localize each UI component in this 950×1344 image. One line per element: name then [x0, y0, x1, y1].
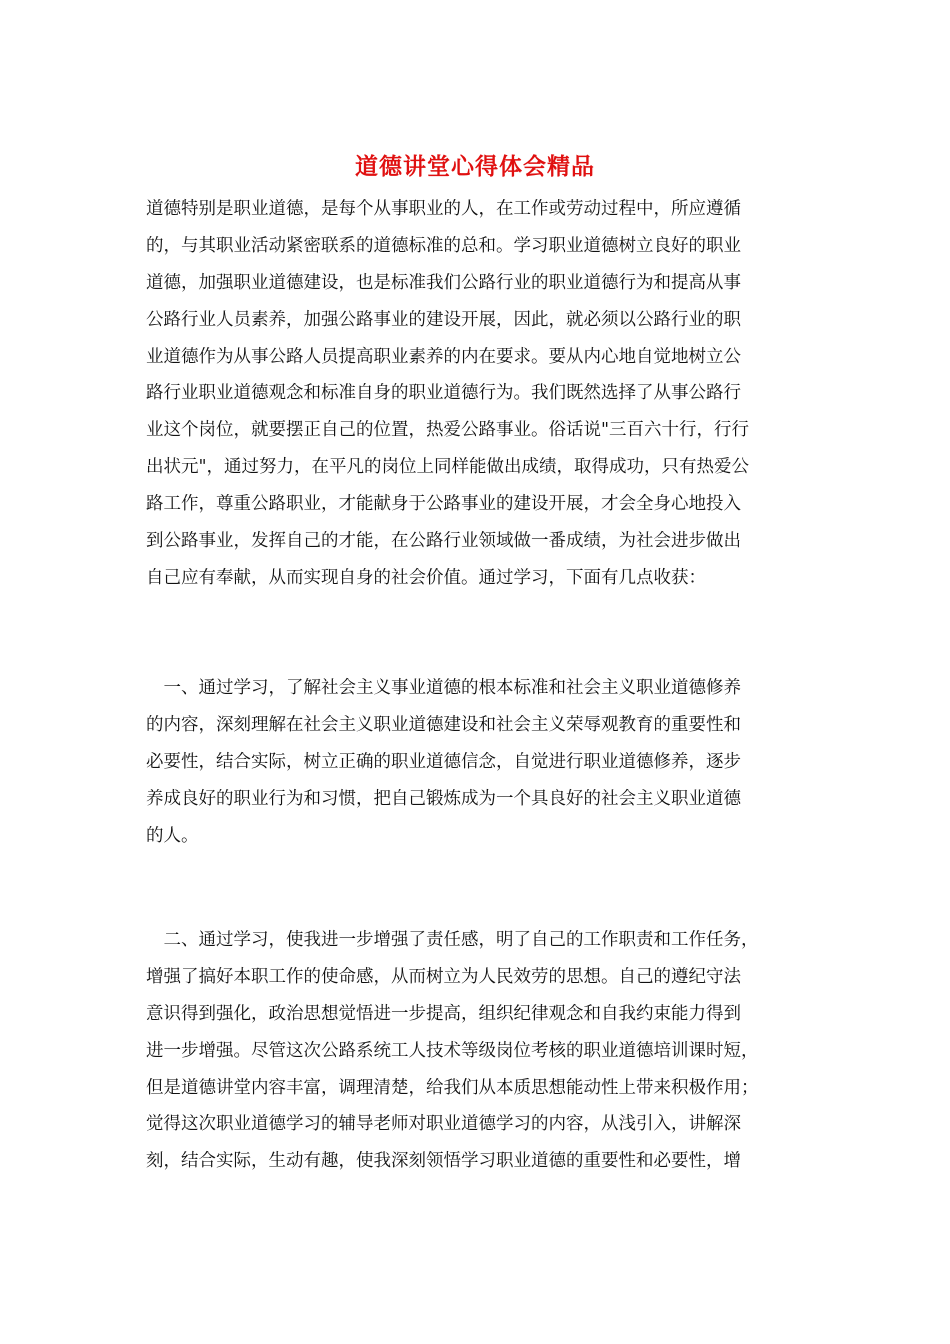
text-line: 业道德作为从事公路人员提高职业素养的内在要求。要从内心地自觉地树立公 — [146, 346, 741, 367]
document-title: 道德讲堂心得体会精品 — [355, 153, 595, 180]
text-line: 业这个岗位，就要摆正自己的位置，热爱公路事业。俗话说"三百六十行，行行 — [146, 420, 750, 441]
text-line: 增强了搞好本职工作的使命感，从而树立为人民效劳的思想。自己的遵纪守法 — [146, 966, 741, 987]
text-line: 道德特别是职业道德，是每个从事职业的人，在工作或劳动过程中，所应遵循 — [146, 199, 741, 219]
text-line: 的内容，深刻理解在社会主义职业道德建设和社会主义荣辱观教育的重要性和 — [146, 714, 741, 735]
text-line: 必要性，结合实际，树立正确的职业道德信念，自觉进行职业道德修养，逐步 — [146, 751, 741, 772]
text-line: 意识得到强化，政治思想觉悟进一步提高，组织纪律观念和自我约束能力得到 — [146, 1003, 741, 1024]
text-line: 路工作，尊重公路职业，才能献身于公路事业的建设开展，才会全身心地投入 — [146, 494, 741, 515]
text-line: 进一步增强。尽管这次公路系统工人技术等级岗位考核的职业道德培训课时短， — [146, 1040, 759, 1061]
text-line: 的，与其职业活动紧密联系的道德标准的总和。学习职业道德树立良好的职业 — [146, 235, 741, 256]
text-line: 道德，加强职业道德建设，也是标准我们公路行业的职业道德行为和提高从事 — [146, 272, 741, 293]
text-line: 一、通过学习，了解社会主义事业道德的根本标准和社会主义职业道德修养 — [146, 678, 741, 698]
text-line: 公路行业人员素养，加强公路事业的建设开展，因此，就必须以公路行业的职 — [146, 309, 741, 330]
paragraph-intro — [146, 191, 806, 597]
text-line: 到公路事业，发挥自己的才能，在公路行业领域做一番成绩，为社会进步做出 — [146, 531, 741, 552]
text-line: 出状元"，通过努力，在平凡的岗位上同样能做出成绩，取得成功，只有热爱公 — [146, 457, 750, 478]
text-line: 觉得这次职业道德学习的辅导老师对职业道德学习的内容，从浅引入，讲解深 — [146, 1114, 741, 1135]
paragraph-point-two — [146, 922, 806, 1180]
text-line: 自己应有奉献，从而实现自身的社会价值。通过学习，下面有几点收获： — [146, 567, 706, 588]
text-line: 二、通过学习，使我进一步增强了责任感，明了自己的工作职责和工作任务， — [146, 930, 759, 950]
text-line: 的人。 — [146, 825, 199, 846]
text-line: 刻，结合实际，生动有趣，使我深刻领悟学习职业道德的重要性和必要性，增 — [146, 1151, 741, 1172]
paragraph-point-one — [146, 670, 806, 854]
text-line: 路行业职业道德观念和标准自身的职业道德行为。我们既然选择了从事公路行 — [146, 383, 741, 404]
text-line: 养成良好的职业行为和习惯，把自己锻炼成为一个具良好的社会主义职业道德 — [146, 788, 741, 809]
text-line: 但是道德讲堂内容丰富，调理清楚，给我们从本质思想能动性上带来积极作用； — [146, 1077, 759, 1098]
